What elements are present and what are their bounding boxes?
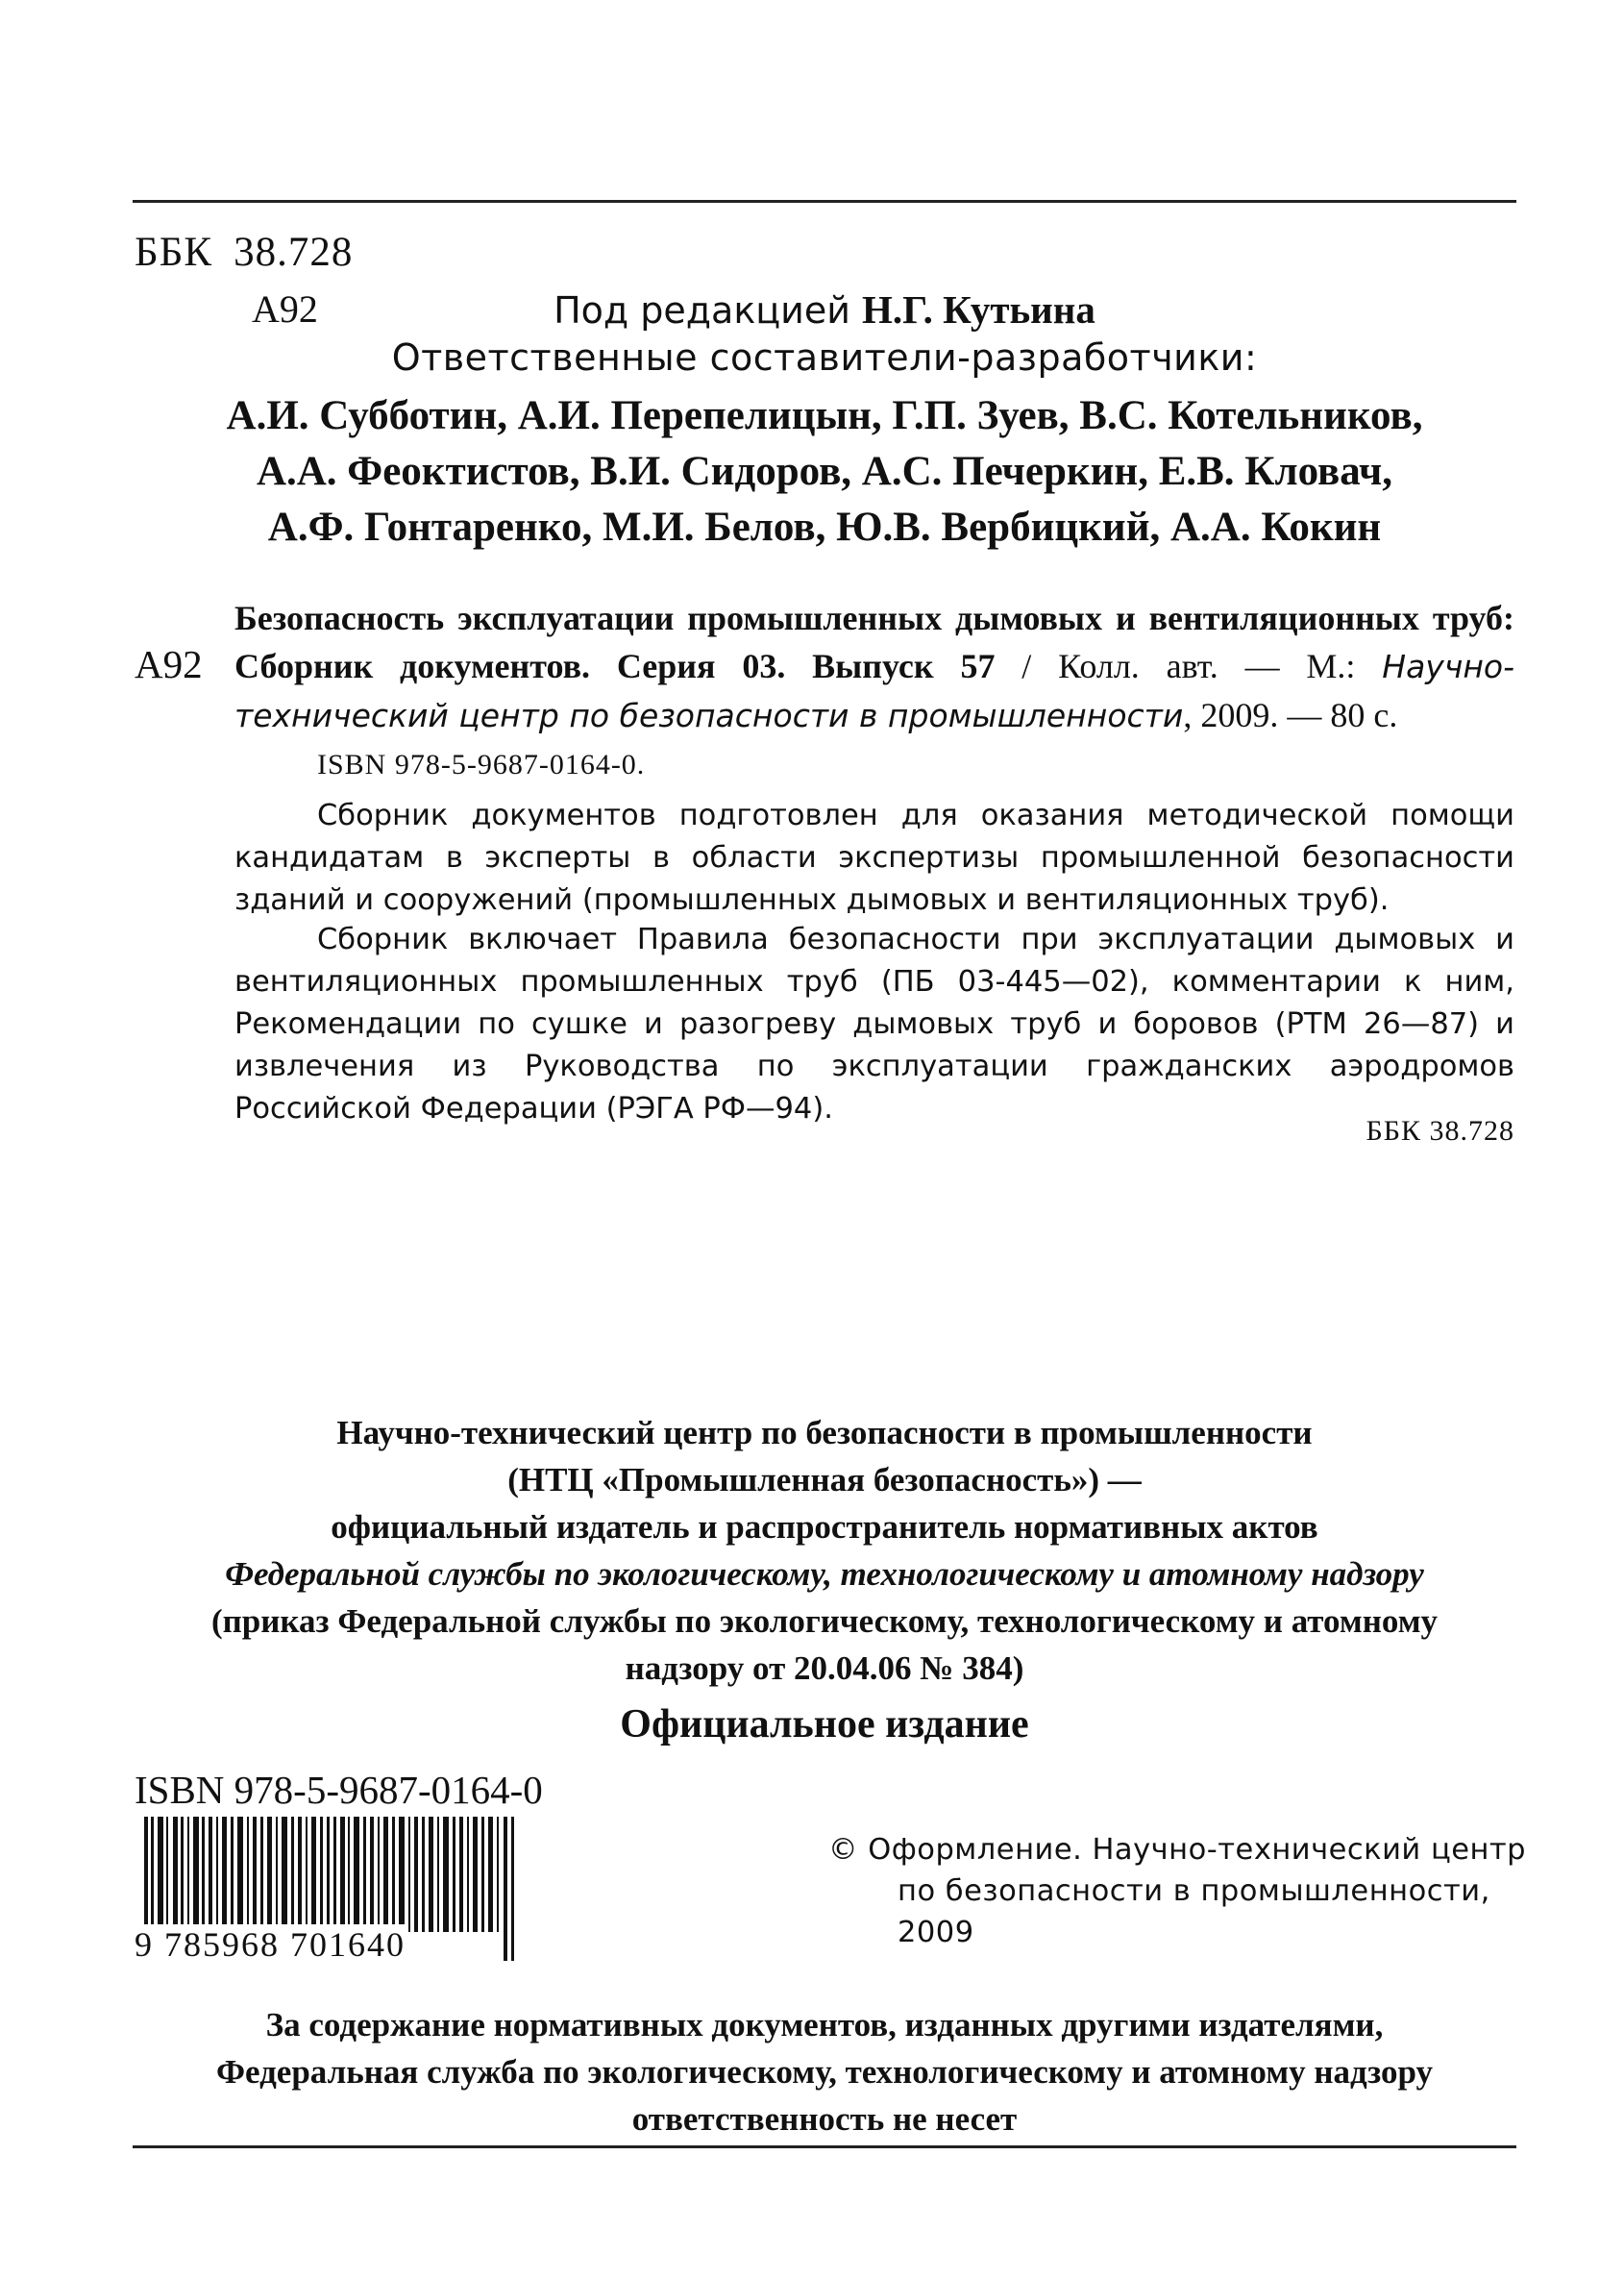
copyright-notice: [828, 1829, 1526, 1953]
catalog-isbn: ISBN 978-5-9687-0164-0.: [317, 749, 646, 780]
publisher-line: надзору от 20.04.06 № 384): [625, 1649, 1024, 1687]
abstract-text-2: Сборник включает Правила безопасности при эксплуатации дымовых и вентиляционных промышленных труб (ПБ 03-445—02), комментарии к ним, Рекомендации по сушке и разогреву дымовых труб и боровов (РТМ 26—87) и извлечения из Руководства по эксплуатации гражданских аэродромов Российской Федерации (РЭГА РФ—94).: [234, 923, 1514, 1126]
catalog-title: Безопасность эксплуатации промышленных дымовых и вентиляционных труб: Сборник документов. Серия 03. Выпуск 57: [234, 599, 1514, 685]
disclaimer-line: За содержание нормативных документов, изданных другими издателями,: [265, 2006, 1384, 2044]
bbk-label: ББК: [135, 230, 213, 275]
authors-line: А.И. Субботин, А.И. Перепелицын, Г.П. Зуев, В.С. Котельников,: [226, 393, 1423, 438]
compilers-label: Ответственные составители-разработчики:: [391, 336, 1258, 379]
authors-list: [133, 388, 1516, 556]
authors-line: А.Ф. Гонтаренко, М.И. Белов, Ю.В. Вербицкий, А.А. Кокин: [267, 505, 1382, 550]
catalog-publisher: Научно-технический центр по безопасности в промышленности: [234, 648, 1514, 734]
abstract-paragraph-1: [234, 795, 1514, 922]
disclaimer: [133, 2001, 1516, 2143]
abstract-text-1: Сборник документов подготовлен для оказания методической помощи кандидатам в эксперты в области экспертизы промышленной безопасности зданий и сооружений (промышленных дымовых и вентиляционных труб).: [234, 799, 1514, 917]
disclaimer-line: Федеральная служба по экологическому, технологическому и атомному надзору: [215, 2053, 1434, 2091]
publisher-statement: [133, 1409, 1516, 1692]
catalog-rest-suffix: , 2009. — 80 с.: [1183, 696, 1398, 734]
top-rule: [133, 200, 1516, 203]
publisher-line: официальный издатель и распространитель нормативных актов: [331, 1508, 1318, 1546]
publisher-line: Научно-технический центр по безопасности в промышленности: [336, 1414, 1313, 1451]
barcode-isbn-label: ISBN 978-5-9687-0164-0: [135, 1768, 543, 1812]
authors-line: А.А. Феоктистов, В.И. Сидоров, А.С. Печеркин, Е.В. Кловач,: [256, 449, 1393, 494]
copyright-line: 2009: [898, 1916, 974, 1949]
editor-prefix: Под редакцией: [554, 289, 850, 332]
bottom-rule: [133, 2145, 1516, 2148]
barcode-digits: 9 785968 701640: [135, 1925, 406, 1964]
editor-line: [133, 286, 1516, 333]
catalog-rest-prefix: / Колл. авт. — М.:: [995, 647, 1383, 685]
publisher-line-italic: Федеральной службы по экологическому, технологическому и атомному надзору: [225, 1555, 1424, 1593]
bbk-code: 38.728: [234, 230, 354, 275]
author-mark-top: А92: [252, 287, 318, 331]
editor-name: Н.Г. Кутьина: [862, 287, 1095, 332]
copyright-line: по безопасности в промышленности,: [898, 1874, 1490, 1908]
bbk-classification: [135, 229, 353, 276]
official-edition-label: Официальное издание: [620, 1702, 1029, 1746]
abstract-paragraph-2: [234, 919, 1514, 1130]
author-mark-catalog: А92: [135, 642, 203, 686]
copyright-line: © Оформление. Научно-технический центр: [828, 1833, 1527, 1867]
disclaimer-line: ответственность не несет: [631, 2100, 1018, 2138]
bbk-code-right: ББК 38.728: [1366, 1115, 1514, 1147]
publisher-line: (приказ Федеральной службы по экологическому, технологическому и атомному: [210, 1602, 1439, 1640]
catalog-entry: [234, 594, 1514, 740]
publisher-line: (НТЦ «Промышленная безопасность») —: [507, 1461, 1142, 1499]
